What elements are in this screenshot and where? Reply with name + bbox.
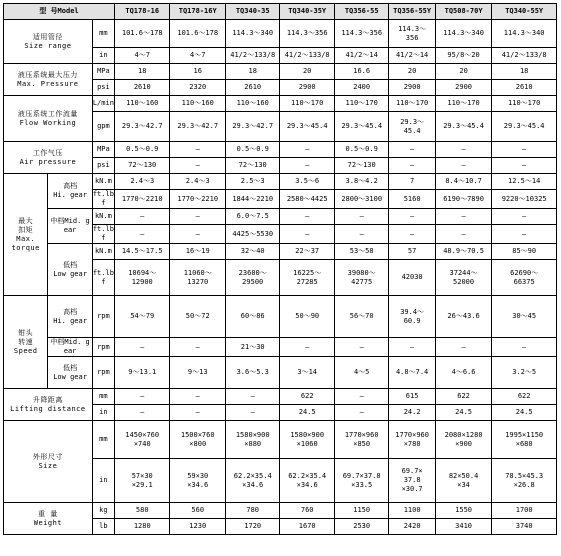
- value-cell: —: [170, 142, 225, 158]
- unit-cell: gpm: [92, 112, 114, 142]
- value-cell: 4～7: [115, 48, 170, 64]
- value-cell: 30～45: [492, 296, 557, 338]
- value-cell: 3740: [492, 519, 557, 535]
- value-cell: 114.3～340: [225, 20, 279, 48]
- value-cell: —: [492, 209, 557, 225]
- value-cell: —: [115, 338, 170, 357]
- value-cell: 4.8～7.4: [389, 357, 435, 389]
- value-cell: 2580～4425: [280, 190, 334, 209]
- value-cell: —: [170, 338, 225, 357]
- label-mid-gear-torque: 中档Mid. gear: [48, 209, 92, 244]
- value-cell: —: [280, 158, 334, 174]
- value-cell: 29.3～42.7: [225, 112, 279, 142]
- value-cell: 29.3～ 45.4: [389, 112, 435, 142]
- unit-cell: in: [92, 459, 114, 503]
- value-cell: 14.5～17.5: [115, 244, 170, 260]
- value-cell: 3～14: [280, 357, 334, 389]
- value-cell: 23600～ 29500: [225, 260, 279, 296]
- unit-cell: ft.lbf: [92, 190, 114, 207]
- value-cell: 1700: [492, 503, 557, 519]
- value-cell: 62.2×35.4 ×34.6: [225, 459, 279, 503]
- value-cell: 29.3～42.7: [170, 112, 225, 142]
- value-cell: 0.5～0.9: [115, 142, 170, 158]
- unit-cell: MPa: [92, 142, 114, 158]
- value-cell: 2900: [435, 80, 492, 96]
- value-cell: 3.2～5: [492, 357, 557, 389]
- value-cell: —: [435, 209, 492, 225]
- table-row: [4, 20, 557, 48]
- value-cell: 18: [492, 64, 557, 80]
- value-cell: —: [492, 142, 557, 158]
- value-cell: 1550: [435, 503, 492, 519]
- value-cell: 32～40: [225, 244, 279, 260]
- value-cell: —: [334, 338, 388, 357]
- unit-cell: psi: [92, 80, 114, 96]
- table-row: [4, 96, 557, 112]
- value-cell: —: [115, 209, 170, 225]
- value-cell: —: [334, 405, 388, 421]
- value-cell: —: [389, 225, 435, 244]
- label-low-gear-torque: 低档 Low gear: [48, 244, 92, 296]
- value-cell: 26～43.6: [435, 296, 492, 338]
- value-cell: 37244～ 52000: [435, 260, 492, 296]
- value-cell: 41/2～133/8: [280, 48, 334, 64]
- value-cell: —: [170, 225, 225, 244]
- unit-cell: kg: [92, 503, 114, 519]
- value-cell: 48.9～70.5: [435, 244, 492, 260]
- value-cell: 2420: [389, 519, 435, 535]
- label-low-gear-speed: 低档 Low gear: [48, 357, 92, 389]
- value-cell: 85～90: [492, 244, 557, 260]
- unit-cell: rpm: [92, 338, 114, 357]
- value-cell: 60～86: [225, 296, 279, 338]
- value-cell: 1670: [280, 519, 334, 535]
- value-cell: 20: [435, 64, 492, 80]
- value-cell: 72～130: [115, 158, 170, 174]
- unit-cell: mm: [92, 389, 114, 405]
- value-cell: 4～7: [170, 48, 225, 64]
- value-cell: 114.3～356: [280, 20, 334, 48]
- value-cell: 50～90: [280, 296, 334, 338]
- value-cell: —: [334, 225, 388, 244]
- header-model-5: TQ356-55: [334, 4, 388, 20]
- header-model-7: TQ508-70Y: [435, 4, 492, 20]
- value-cell: 110～160: [170, 96, 225, 112]
- header-model-8: TQ340-55Y: [492, 4, 557, 20]
- unit-cell: rpm: [92, 357, 114, 389]
- value-cell: 57: [389, 244, 435, 260]
- value-cell: 6190～7890: [435, 190, 492, 209]
- value-cell: 1150: [334, 503, 388, 519]
- value-cell: —: [280, 209, 334, 225]
- unit-cell: mm: [92, 20, 114, 48]
- table-row: [4, 244, 557, 260]
- value-cell: —: [389, 158, 435, 174]
- value-cell: 2320: [170, 80, 225, 96]
- value-cell: 4～6.6: [435, 357, 492, 389]
- value-cell: 622: [492, 389, 557, 405]
- unit-cell: ft.lbf: [92, 260, 114, 296]
- value-cell: —: [225, 405, 279, 421]
- header-model-3: TQ340-35: [225, 4, 279, 20]
- value-cell: 1770×960 ×780: [389, 421, 435, 459]
- unit-cell: ft.lbf: [92, 225, 114, 242]
- value-cell: —: [435, 142, 492, 158]
- value-cell: 1720: [225, 519, 279, 535]
- header-model-2: TQ178-16Y: [170, 4, 225, 20]
- value-cell: 1450×760 ×740: [115, 421, 170, 459]
- value-cell: 2900: [280, 80, 334, 96]
- value-cell: 95/8～20: [435, 48, 492, 64]
- value-cell: 2610: [492, 80, 557, 96]
- value-cell: —: [435, 225, 492, 244]
- value-cell: 72～130: [334, 158, 388, 174]
- value-cell: 41/2～133/8: [225, 48, 279, 64]
- value-cell: 50～72: [170, 296, 225, 338]
- table-row: [4, 357, 557, 389]
- value-cell: 780: [225, 503, 279, 519]
- value-cell: 69.7×37.8 ×33.5: [334, 459, 388, 503]
- value-cell: 3410: [435, 519, 492, 535]
- value-cell: 1580×900 ×880: [225, 421, 279, 459]
- value-cell: 2610: [115, 80, 170, 96]
- value-cell: 560: [170, 503, 225, 519]
- value-cell: 29.3～45.4: [492, 112, 557, 142]
- unit-cell: rpm: [92, 296, 114, 338]
- value-cell: 2.4～3: [115, 174, 170, 190]
- value-cell: —: [435, 338, 492, 357]
- value-cell: 6.0～7.5: [225, 209, 279, 225]
- spec-table-body: [4, 4, 557, 535]
- label-max-torque: 最大 扣矩 Max. torque: [4, 174, 48, 296]
- value-cell: 41/2～14: [389, 48, 435, 64]
- value-cell: 2.5～3: [225, 174, 279, 190]
- value-cell: 114.3～340: [435, 20, 492, 48]
- value-cell: 3.8～4.2: [334, 174, 388, 190]
- value-cell: 20: [280, 64, 334, 80]
- value-cell: —: [280, 142, 334, 158]
- value-cell: 114.3～ 356: [389, 20, 435, 48]
- value-cell: —: [492, 158, 557, 174]
- value-cell: 62690～ 66375: [492, 260, 557, 296]
- value-cell: 622: [280, 389, 334, 405]
- value-cell: 1580×900 ×1060: [280, 421, 334, 459]
- value-cell: 110～170: [280, 96, 334, 112]
- value-cell: 62.2×35.4 ×34.6: [280, 459, 334, 503]
- table-row: [4, 503, 557, 519]
- value-cell: 29.3～45.4: [435, 112, 492, 142]
- value-cell: —: [334, 389, 388, 405]
- value-cell: 0.5～0.9: [225, 142, 279, 158]
- value-cell: 622: [435, 389, 492, 405]
- value-cell: 18: [225, 64, 279, 80]
- value-cell: 24.5: [280, 405, 334, 421]
- value-cell: 56～70: [334, 296, 388, 338]
- unit-cell: kN.m: [92, 174, 114, 190]
- value-cell: —: [115, 389, 170, 405]
- label-speed: 钳头 转速 Speed: [4, 296, 48, 389]
- value-cell: 59×30 ×34.6: [170, 459, 225, 503]
- table-row: [4, 142, 557, 158]
- value-cell: 72～130: [225, 158, 279, 174]
- value-cell: —: [170, 158, 225, 174]
- value-cell: —: [170, 405, 225, 421]
- value-cell: 24.2: [389, 405, 435, 421]
- value-cell: —: [492, 225, 557, 244]
- value-cell: 110～170: [389, 96, 435, 112]
- label-air-pressure: 工作气压 Air pressure: [4, 142, 93, 174]
- value-cell: 53～58: [334, 244, 388, 260]
- value-cell: 1995×1150 ×680: [492, 421, 557, 459]
- value-cell: 42030: [389, 260, 435, 296]
- value-cell: 24.5: [435, 405, 492, 421]
- header-row: [4, 4, 557, 20]
- table-row: [4, 64, 557, 80]
- value-cell: —: [170, 389, 225, 405]
- table-row: [4, 209, 557, 225]
- header-model: 型 号Model: [4, 4, 115, 20]
- value-cell: 114.3～340: [492, 20, 557, 48]
- value-cell: 39080～ 42775: [334, 260, 388, 296]
- value-cell: 2080×1280 ×900: [435, 421, 492, 459]
- value-cell: 3.6～5.3: [225, 357, 279, 389]
- value-cell: 9～13: [170, 357, 225, 389]
- value-cell: 9220～10325: [492, 190, 557, 209]
- value-cell: 24.5: [492, 405, 557, 421]
- label-hi-gear-speed: 高档 Hi. gear: [48, 296, 92, 338]
- value-cell: —: [280, 225, 334, 244]
- unit-cell: L/min: [92, 96, 114, 112]
- unit-cell: lb: [92, 519, 114, 535]
- value-cell: 22～37: [280, 244, 334, 260]
- label-mid-gear-speed: 中档Mid. gear: [48, 338, 92, 357]
- table-row: [4, 421, 557, 459]
- value-cell: 41/2～14: [334, 48, 388, 64]
- value-cell: 4～5: [334, 357, 388, 389]
- unit-cell: in: [92, 48, 114, 64]
- value-cell: 2610: [225, 80, 279, 96]
- value-cell: 54～79: [115, 296, 170, 338]
- value-cell: 16: [170, 64, 225, 80]
- value-cell: 1770～2210: [170, 190, 225, 209]
- spec-table: [3, 3, 557, 535]
- value-cell: 110～160: [115, 96, 170, 112]
- value-cell: 0.5～0.9: [334, 142, 388, 158]
- value-cell: 2.4～3: [170, 174, 225, 190]
- table-row: [4, 389, 557, 405]
- table-row: [4, 296, 557, 338]
- unit-cell: mm: [92, 421, 114, 459]
- value-cell: —: [389, 338, 435, 357]
- value-cell: 2530: [334, 519, 388, 535]
- value-cell: 2900: [389, 80, 435, 96]
- value-cell: 57×30 ×29.1: [115, 459, 170, 503]
- value-cell: 16～19: [170, 244, 225, 260]
- value-cell: 1770～2210: [115, 190, 170, 209]
- label-size-range: 适用管径 Size range: [4, 20, 93, 64]
- value-cell: —: [225, 389, 279, 405]
- label-flow-working: 液压系统工作流量 Flow Working: [4, 96, 93, 142]
- value-cell: 18: [115, 64, 170, 80]
- unit-cell: kN.m: [92, 244, 114, 260]
- value-cell: 29.3～45.4: [280, 112, 334, 142]
- value-cell: —: [492, 338, 557, 357]
- value-cell: 2800～3100: [334, 190, 388, 209]
- label-lifting-distance: 升降距离 Lifting distance: [4, 389, 93, 421]
- label-size: 外形尺寸 Size: [4, 421, 93, 503]
- unit-cell: in: [92, 405, 114, 421]
- value-cell: 21～30: [225, 338, 279, 357]
- value-cell: 1280: [115, 519, 170, 535]
- value-cell: 1230: [170, 519, 225, 535]
- value-cell: 29.3～42.7: [115, 112, 170, 142]
- value-cell: —: [334, 209, 388, 225]
- value-cell: —: [170, 209, 225, 225]
- value-cell: 760: [280, 503, 334, 519]
- value-cell: 110～160: [225, 96, 279, 112]
- value-cell: 10694～ 12900: [115, 260, 170, 296]
- value-cell: 110～170: [492, 96, 557, 112]
- value-cell: 615: [389, 389, 435, 405]
- value-cell: 78.5×45.3 ×26.8: [492, 459, 557, 503]
- value-cell: 16.6: [334, 64, 388, 80]
- value-cell: 101.6～178: [170, 20, 225, 48]
- value-cell: 1770×960 ×850: [334, 421, 388, 459]
- value-cell: 1100: [389, 503, 435, 519]
- unit-cell: kN.m: [92, 209, 114, 225]
- unit-cell: MPa: [92, 64, 114, 80]
- value-cell: 4425～5530: [225, 225, 279, 244]
- table-row: [4, 338, 557, 357]
- value-cell: 1844～2210: [225, 190, 279, 209]
- value-cell: 16225～ 27285: [280, 260, 334, 296]
- value-cell: —: [280, 338, 334, 357]
- value-cell: 9～13.1: [115, 357, 170, 389]
- header-model-6: TQ356-55Y: [389, 4, 435, 20]
- table-row: [4, 174, 557, 190]
- value-cell: 3.5～6: [280, 174, 334, 190]
- value-cell: —: [115, 405, 170, 421]
- value-cell: 8.4～10.7: [435, 174, 492, 190]
- value-cell: —: [435, 158, 492, 174]
- value-cell: —: [115, 225, 170, 244]
- value-cell: 39.4～ 60.9: [389, 296, 435, 338]
- value-cell: 20: [389, 64, 435, 80]
- value-cell: 11060～ 13270: [170, 260, 225, 296]
- value-cell: 2400: [334, 80, 388, 96]
- unit-cell: psi: [92, 158, 114, 174]
- value-cell: 1500×760 ×800: [170, 421, 225, 459]
- value-cell: 7: [389, 174, 435, 190]
- value-cell: 82×50.4 ×34: [435, 459, 492, 503]
- value-cell: 29.3～45.4: [334, 112, 388, 142]
- header-model-1: TQ178-16: [115, 4, 170, 20]
- value-cell: 114.3～356: [334, 20, 388, 48]
- value-cell: 5160: [389, 190, 435, 209]
- value-cell: 101.6～178: [115, 20, 170, 48]
- value-cell: 69.7× 37.8 ×30.7: [389, 459, 435, 503]
- value-cell: 110～170: [334, 96, 388, 112]
- label-weight: 重 量 Weight: [4, 503, 93, 535]
- label-hi-gear-torque: 高档 Hi. gear: [48, 174, 92, 209]
- value-cell: —: [389, 142, 435, 158]
- value-cell: 110～170: [435, 96, 492, 112]
- value-cell: —: [389, 209, 435, 225]
- value-cell: 12.5～14: [492, 174, 557, 190]
- label-max-pressure: 液压系统最大压力 Max. Pressure: [4, 64, 93, 96]
- value-cell: 41/2～133/8: [492, 48, 557, 64]
- header-model-4: TQ340-35Y: [280, 4, 334, 20]
- value-cell: 580: [115, 503, 170, 519]
